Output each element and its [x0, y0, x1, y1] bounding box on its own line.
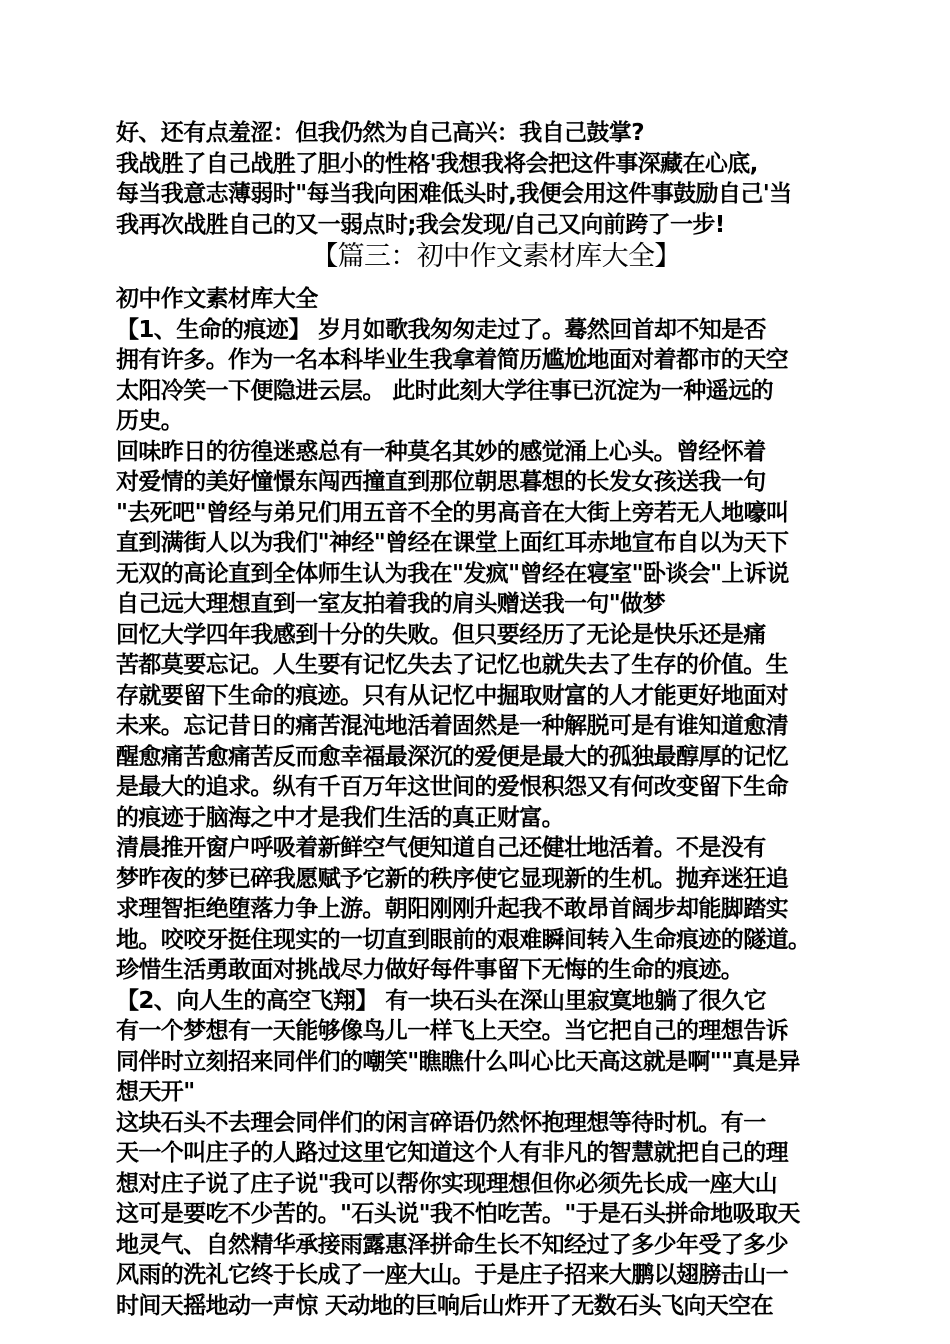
text-line: 太阳冷笑一下便隐进云层。 此时此刻大学往事已沉淀为一种遥远的: [116, 377, 774, 404]
text-line: 自己远大理想直到一室友拍着我的肩头赠送我一句"做梦: [116, 591, 665, 617]
text-line: 求理智拒绝堕落力争上游。朝阳刚刚升起我不敢昂首阔步却能脚踏实: [116, 896, 789, 922]
text-line: 同伴时立刻招来同伴们的嘲笑"瞧瞧什么叫心比天高这就是啊""真是异: [116, 1048, 800, 1075]
text-line: 这块石头不去理会同伴们的闲言碎语仍然怀抱理想等待时机。有一: [116, 1109, 766, 1136]
text-line: 苦都莫要忘记。人生要有记忆失去了记忆也就失去了生存的价值。生: [116, 652, 789, 678]
text-line: 存就要留下生命的痕迹。只有从记忆中掘取财富的人才能更好地面对: [116, 682, 789, 709]
text-line: 想天开": [116, 1079, 195, 1105]
text-line: 时间天摇地动一声惊 天动地的巨响后山炸开了无数石头飞向天空在: [116, 1292, 774, 1319]
document-body: [116, 118, 844, 1321]
text-line: 【2、向人生的高空飞翔】 有一块石头在深山里寂寞地躺了很久它: [116, 987, 767, 1014]
text-line: 对爱情的美好憧憬东闯西撞直到那位朝思暮想的长发女孩送我一句: [116, 469, 766, 495]
text-line: 是最大的追求。纵有千百万年这世间的爱恨积怨又有何改变留下生命: [116, 774, 789, 800]
text-line: 清晨推开窗户呼吸着新鲜空气便知道自己还健壮地活着。不是没有: [116, 835, 766, 861]
text-line: "去死吧"曾经与弟兄们用五音不全的男高音在大街上旁若无人地嚎叫: [116, 499, 789, 526]
text-line: 的痕迹于脑海之中才是我们生活的真正财富。: [116, 804, 565, 831]
text-line: 历史。: [116, 408, 184, 434]
text-line: 地。咬咬牙挺住现实的一切直到眼前的艰难瞬间转入生命痕迹的隧道。: [116, 926, 811, 953]
text-line: 醒愈痛苦愈痛苦反而愈幸福最深沉的爱便是最大的孤独最醇厚的记忆: [116, 743, 789, 770]
text-line: 【1、生命的痕迹】 岁月如歌我匆匆走过了。蓦然回首却不知是否: [116, 316, 767, 343]
text-line: 天一个叫庄子的人路过这里它知道这个人有非凡的智慧就把自己的理: [116, 1140, 789, 1166]
text-line: 风雨的洗礼它终于长成了一座大山。于是庄子招来大鹏以翅膀击山一: [116, 1262, 789, 1288]
text-line: 回味昨日的彷徨迷惑总有一种莫名其妙的感觉涌上心头。曾经怀着: [116, 438, 766, 465]
text-line: 未来。忘记昔日的痛苦混沌地活着固然是一种解脱可是有谁知道愈清: [116, 713, 789, 739]
text-line: 无双的高论直到全体师生认为我在"发疯"曾经在寝室"卧谈会"上诉说: [116, 560, 789, 587]
text-line: 有一个梦想有一天能够像鸟儿一样飞上天空。当它把自己的理想告诉: [116, 1018, 789, 1044]
text-line: 初中作文素材库大全: [116, 286, 318, 312]
text-line: 回忆大学四年我感到十分的失败。但只要经历了无论是快乐还是痛: [116, 621, 766, 648]
text-line: 每当我意志薄弱时"每当我向困难低头时,我便会用这件事鼓励自己'当: [116, 181, 792, 207]
text-line: 好、还有点羞涩：但我仍然为自己高兴：我自己鼓掌?: [116, 120, 644, 146]
text-line: 想对庄子说了庄子说"我可以帮你实现理想但你必须先长成一座大山: [116, 1170, 777, 1197]
text-line: 我战胜了自己战胜了胆小的性格'我想我将会把这件事深藏在心底,: [116, 150, 758, 177]
text-line: 直到满街人以为我们"神经"曾经在课堂上面红耳赤地宣布自以为天下: [116, 530, 789, 556]
text-line: 地灵气、自然精华承接雨露惠泽拼命生长不知经过了多少年受了多少: [116, 1231, 789, 1258]
text-line: 我再次战胜自己的又一弱点时;我会发现/自己又向前跨了一步!: [116, 211, 725, 238]
text-line: 梦昨夜的梦已碎我愿赋予它新的秩序使它显现新的生机。抛弃迷狂追: [116, 865, 789, 892]
text-line: 这可是要吃不少苦的。"石头说"我不怕吃苦。"于是石头拼命地吸取天: [116, 1201, 800, 1227]
section-heading: 【篇三：初中作文素材库大全】: [311, 241, 681, 272]
text-line: 拥有许多。作为一名本科毕业生我拿着简历尴尬地面对着都市的天空: [116, 347, 789, 373]
text-line: 珍惜生活勇敢面对挑战尽力做好每件事留下无悔的生命的痕迹。: [116, 957, 744, 983]
